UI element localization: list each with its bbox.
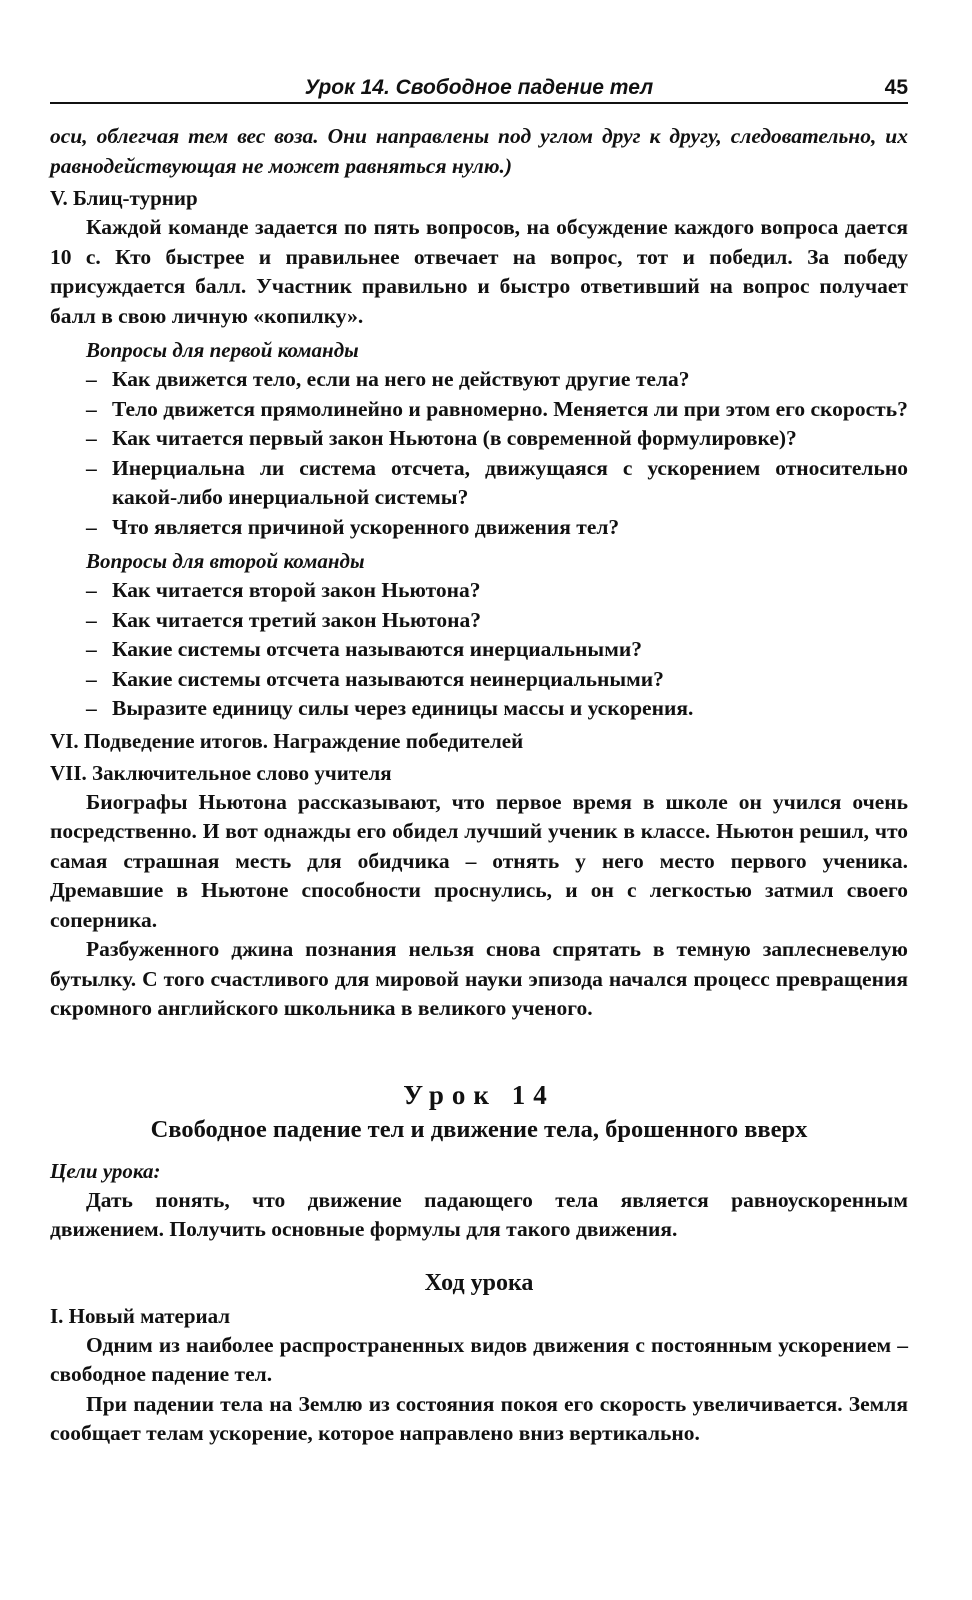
question-text: Какие системы отсчета называются неинерциальными? xyxy=(112,666,664,691)
list-item xyxy=(86,424,908,454)
lesson-title: Урок 14 xyxy=(403,1079,555,1110)
question-text: Как читается второй закон Ньютона? xyxy=(112,578,481,602)
team1-question-list xyxy=(50,365,908,542)
dash-marker: – xyxy=(86,696,97,720)
lesson-subtitle: Свободное падение тел и движение тела, брошенного вверх xyxy=(150,1115,808,1143)
team2-question-list xyxy=(50,576,908,724)
section-v-paragraph: Каждой команде задается по пять вопросов, на обсуждение каждого вопроса дается 10 с. Кто быстрее и правильнее отвечает на вопрос, тот и победил. За победу присуждается балл. Участник правильно и быстро ответивший на вопрос получает балл в свою личную «копилку». xyxy=(50,215,908,328)
list-item xyxy=(86,635,908,665)
running-title: Урок 14. Свободное падение тел xyxy=(304,76,654,99)
team1-heading: Вопросы для первой команды xyxy=(86,338,359,362)
section-vii-paragraph-1: Биографы Ньютона рассказывают, что первое время в школе он учился очень посредственно. И вот однажды его обидел лучший ученик в классе. Ньютон решил, что самая страшная месть для обидчика – отнять у него место первого ученика. Дремавшие в Ньютоне способности проснулись, и он с легкостью затмил своего соперника. xyxy=(50,789,908,932)
list-item xyxy=(86,576,908,606)
question-text: Тело движется прямолинейно и равномерно. Меняется ли при этом его скорость? xyxy=(112,396,908,421)
page-number: 45 xyxy=(884,76,908,99)
dash-marker: – xyxy=(86,426,97,450)
list-item xyxy=(86,395,908,425)
intro-continuation: оси, облегчая тем вес воза. Они направлены под углом друг к другу, следовательно, их равнодействующая не может равняться нулю.) xyxy=(50,124,908,178)
question-text: Что является причиной ускоренного движения тел? xyxy=(112,514,620,539)
section-i-heading: I. Новый материал xyxy=(50,1303,231,1328)
section-vii-paragraph-2: Разбуженного джина познания нельзя снова спрятать в темную заплесневелую бутылку. С того счастливого для мировой науки эпизода начался процесс превращения скромного английского школьника в великого ученого. xyxy=(50,937,908,1020)
course-heading: Ход урока xyxy=(424,1269,534,1296)
dash-marker: – xyxy=(86,396,97,421)
question-text: Как читается третий закон Ньютона? xyxy=(112,607,482,632)
list-item xyxy=(86,454,908,513)
dash-marker: – xyxy=(86,637,97,661)
dash-marker: – xyxy=(86,607,97,632)
dash-marker: – xyxy=(86,514,97,539)
dash-marker: – xyxy=(86,367,97,391)
section-i-paragraph-1: Одним из наиболее распространенных видов движения с постоянным ускорением – свободное падение тел. xyxy=(50,1332,908,1386)
dash-marker: – xyxy=(86,455,97,480)
question-text: Выразите единицу силы через единицы массы и ускорения. xyxy=(112,696,694,720)
question-text: Как читается первый закон Ньютона (в современной формулировке)? xyxy=(112,426,797,450)
list-item xyxy=(86,606,908,636)
section-vii-heading: VII. Заключительное слово учителя xyxy=(50,760,392,785)
list-item xyxy=(86,694,908,724)
section-v-heading: V. Блиц-турнир xyxy=(50,186,198,210)
question-text: Какие системы отсчета называются инерциальными? xyxy=(112,637,642,661)
section-vi-heading: VI. Подведение итогов. Награждение победителей xyxy=(50,728,524,753)
dash-marker: – xyxy=(86,666,97,691)
team2-heading: Вопросы для второй команды xyxy=(86,549,365,573)
list-item xyxy=(86,365,908,395)
question-text: Инерциальна ли система отсчета, движущаяся с ускорением относительно какой-либо инерциальной системы? xyxy=(112,455,908,509)
list-item xyxy=(86,665,908,695)
section-i-paragraph-2: При падении тела на Землю из состояния покоя его скорость увеличивается. Земля сообщает телам ускорение, которое направлено вниз вертикально. xyxy=(50,1391,908,1445)
goals-heading: Цели урока: xyxy=(50,1158,161,1183)
question-text: Как движется тело, если на него не действуют другие тела? xyxy=(112,367,690,391)
list-item xyxy=(86,513,908,543)
goals-text: Дать понять, что движение падающего тела является равноускоренным движением. Получить основные формулы для такого движения. xyxy=(50,1187,908,1241)
page-header xyxy=(50,76,908,104)
dash-marker: – xyxy=(86,578,97,602)
